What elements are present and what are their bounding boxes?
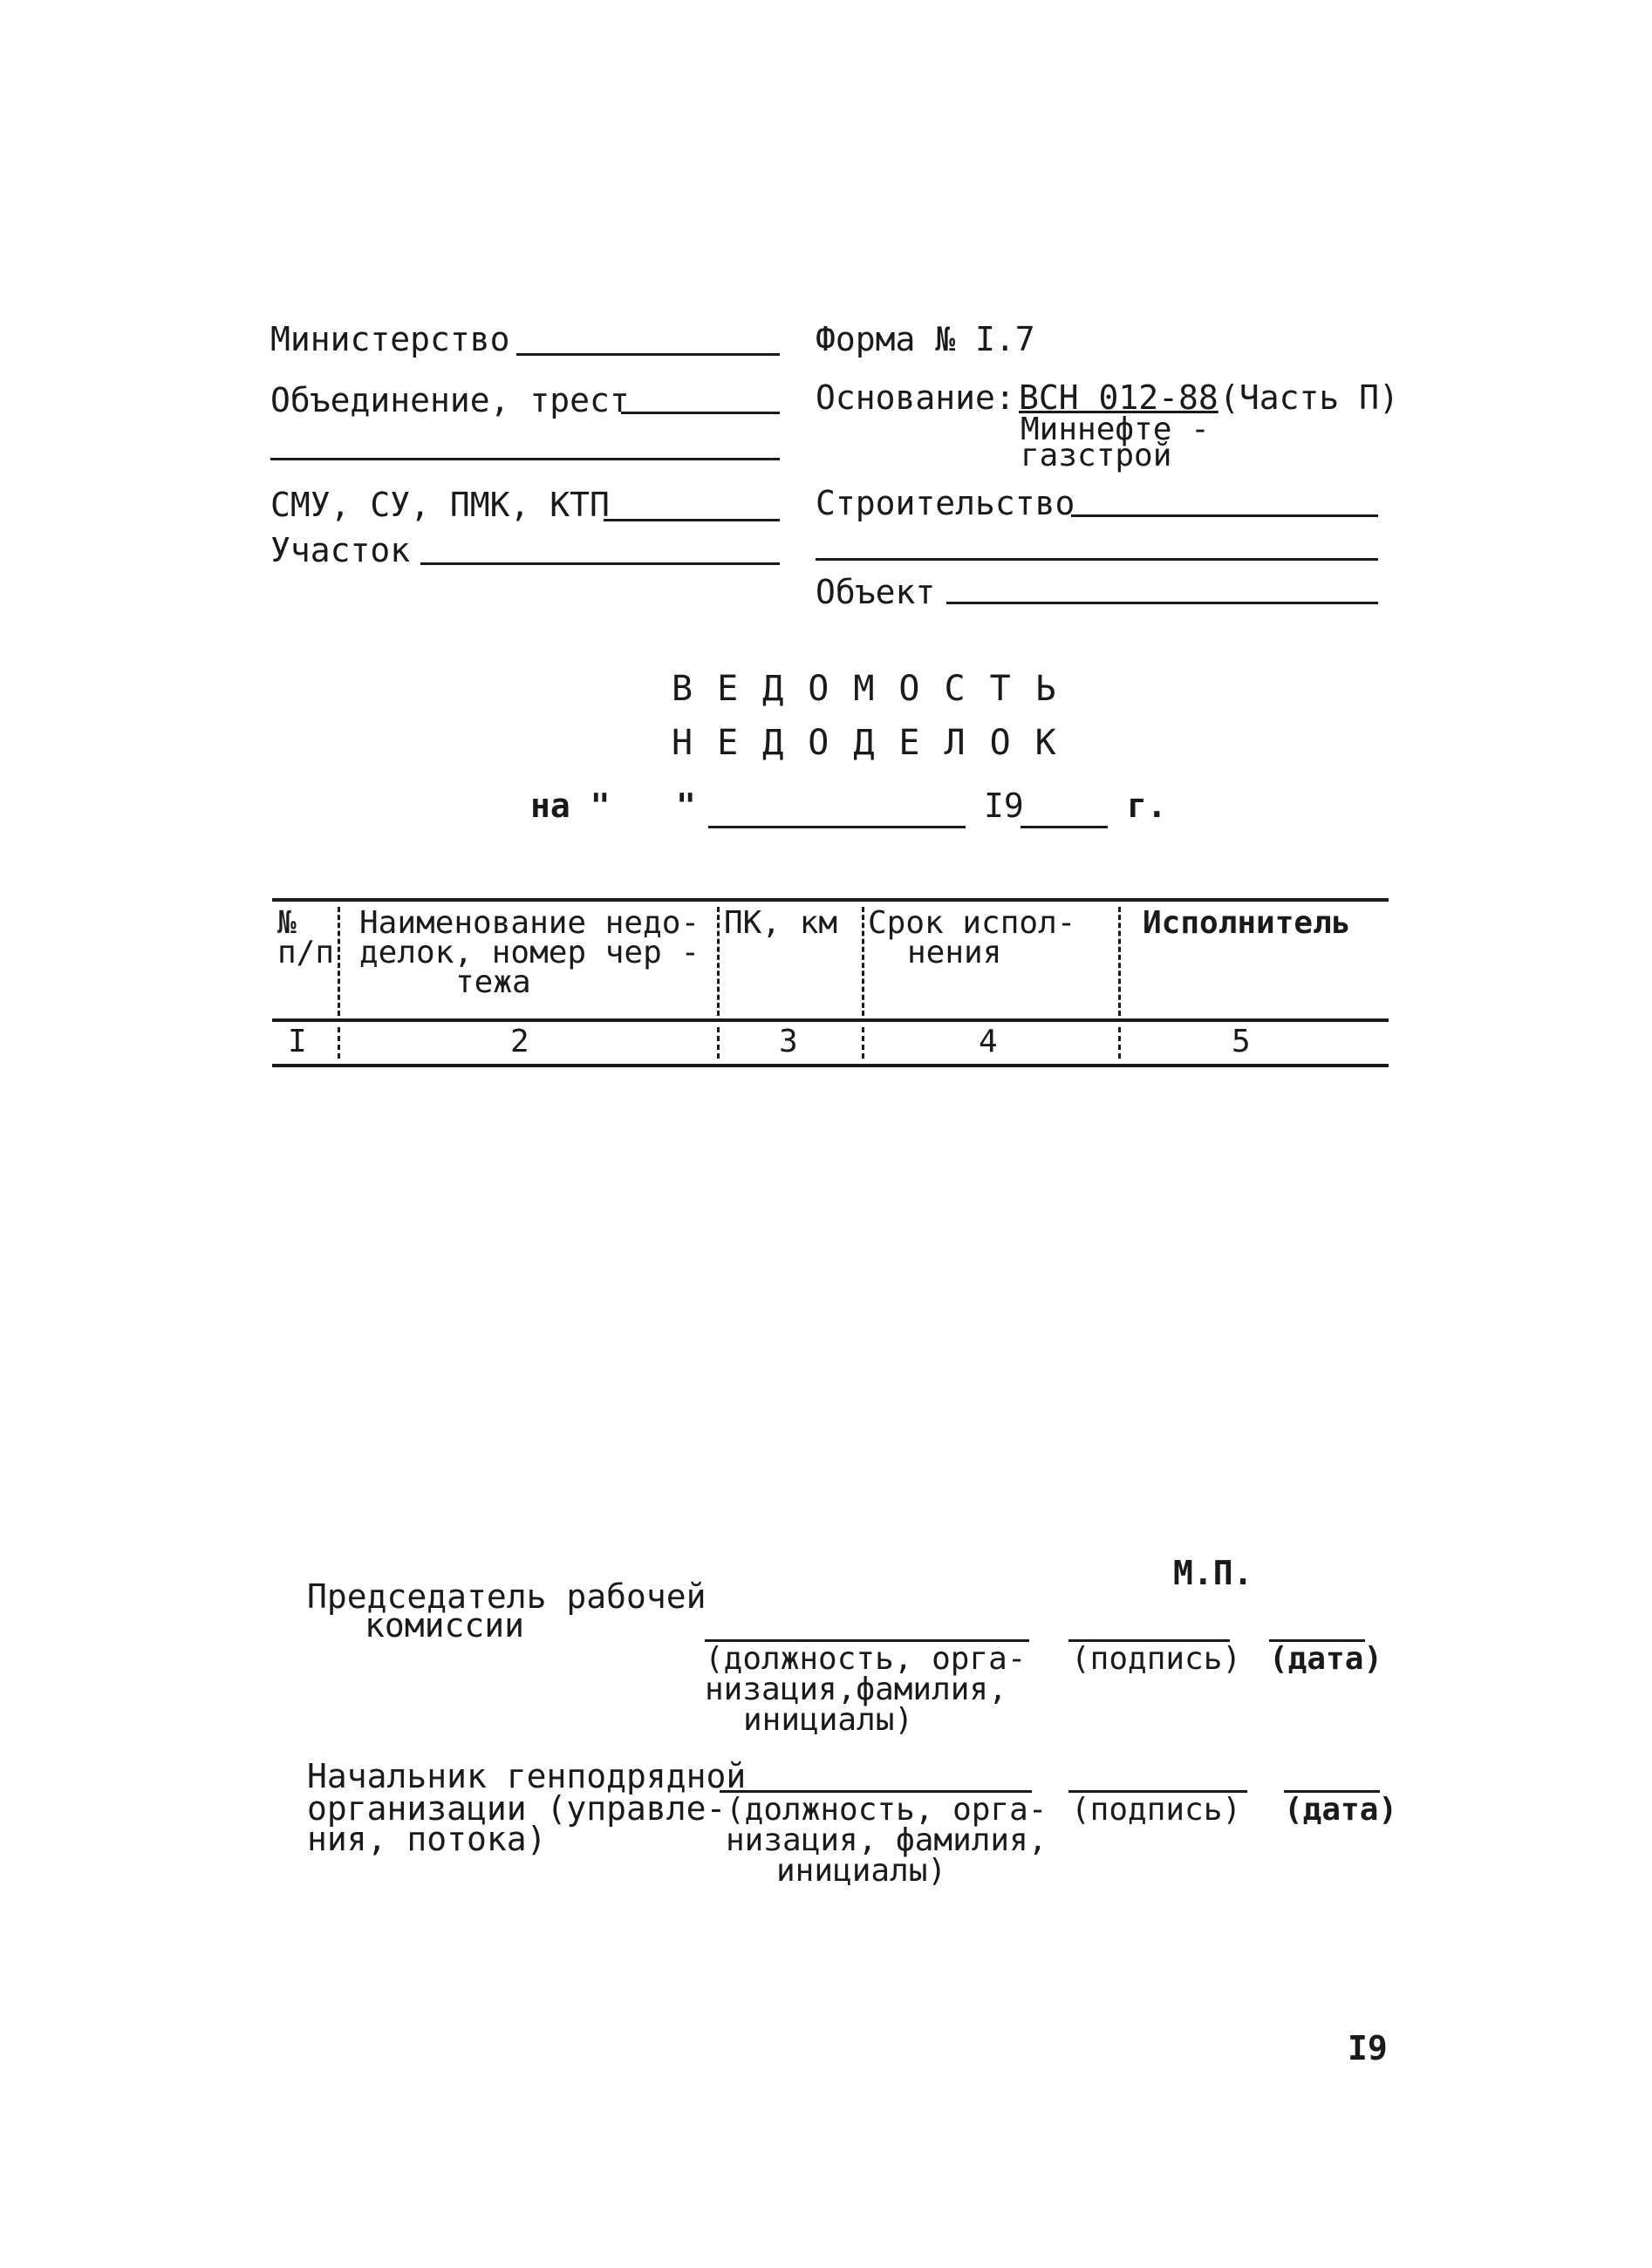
chairman-label-2: комиссии xyxy=(365,1606,525,1645)
ministry-field-line xyxy=(516,353,780,356)
column-separator-2 xyxy=(717,907,720,1016)
header-pk xyxy=(724,905,838,941)
smu-label: СМУ, СУ, ПМК, КТП xyxy=(270,486,610,524)
header-number-line-2: п/п xyxy=(277,935,335,971)
document-title-line-2: НЕДОДЕЛОК xyxy=(672,723,1081,763)
table-header-rule xyxy=(272,1018,1389,1022)
header-item-name-line-2: делок, номер чер - xyxy=(359,935,700,971)
stamp-label: М.П. xyxy=(1173,1554,1253,1592)
basis-label: Основание: xyxy=(816,378,1015,417)
number-separator-3 xyxy=(862,1027,864,1059)
column-number-3: 3 xyxy=(779,1024,798,1059)
chairman-label-1: Председатель рабочей xyxy=(307,1577,707,1616)
contractor-label-3: ния, потока) xyxy=(307,1820,547,1858)
date-quote: " xyxy=(676,787,696,825)
table-top-rule xyxy=(272,898,1389,902)
construction-label: Строительство xyxy=(816,484,1075,522)
number-separator-1 xyxy=(338,1027,340,1059)
header-item-name-line-1: Наименование недо- xyxy=(359,905,700,941)
basis-organization-2: газстрой xyxy=(1021,438,1172,473)
header-number xyxy=(277,905,335,971)
document-title-line-1: ВЕДОМОСТЬ xyxy=(672,669,1081,709)
column-number-1: I xyxy=(288,1024,307,1059)
column-number-4: 4 xyxy=(979,1024,998,1059)
form-number-label: Форма № I.7 xyxy=(816,320,1035,358)
association-field-line xyxy=(621,412,780,414)
column-separator-1 xyxy=(338,907,340,1016)
association-field-line-2 xyxy=(270,458,780,460)
year-field-line xyxy=(1021,826,1108,828)
column-number-2: 2 xyxy=(510,1024,529,1059)
object-field-line xyxy=(946,602,1378,604)
site-label: Участок xyxy=(270,531,411,569)
column-number-5: 5 xyxy=(1232,1024,1251,1059)
association-label: Объединение, трест xyxy=(270,381,630,419)
site-field-line xyxy=(420,562,780,565)
construction-field-line-2 xyxy=(816,558,1378,561)
column-separator-3 xyxy=(862,907,864,1016)
contractor-label-1: Начальник генподрядной xyxy=(307,1757,747,1795)
number-separator-2 xyxy=(717,1027,720,1059)
basis-document: ВСН 012-88 xyxy=(1019,378,1219,417)
column-separator-4 xyxy=(1118,907,1121,1016)
header-executor-line-1: Исполнитель xyxy=(1143,905,1351,941)
chairman-position-caption-2: низация,фамилия, xyxy=(705,1672,1007,1707)
chairman-position-caption-1: (должность, орга- xyxy=(705,1641,1027,1677)
year-prefix: I9 xyxy=(984,787,1024,825)
header-deadline-line-1: Срок испол- xyxy=(868,905,1076,941)
chairman-date-caption: (дата) xyxy=(1269,1641,1383,1677)
basis-organization-1: Миннефте - xyxy=(1021,412,1210,447)
contractor-position-caption-2: низация, фамилия, xyxy=(726,1822,1048,1858)
header-pk-line-1: ПК, км xyxy=(724,905,838,941)
chairman-position-caption-3: инициалы) xyxy=(743,1702,914,1738)
chairman-signature-caption: (подпись) xyxy=(1071,1641,1242,1677)
smu-field-line xyxy=(604,519,780,521)
page-number: I9 xyxy=(1348,2029,1388,2067)
object-label: Объект xyxy=(816,573,936,611)
ministry-label: Министерство xyxy=(270,320,510,358)
basis-part: (Часть П) xyxy=(1219,378,1399,417)
header-item-name-line-3: тежа xyxy=(455,964,531,1000)
header-item-name xyxy=(359,905,700,1000)
table-bottom-rule xyxy=(272,1064,1389,1067)
construction-field-line xyxy=(1071,514,1378,517)
number-separator-4 xyxy=(1118,1027,1121,1059)
contractor-position-caption-1: (должность, орга- xyxy=(726,1792,1048,1828)
header-deadline-line-2: нения xyxy=(907,935,1002,971)
header-executor xyxy=(1143,905,1351,941)
date-prefix: на " xyxy=(530,787,611,825)
header-number-line-1: № xyxy=(277,905,297,941)
year-suffix: г. xyxy=(1127,787,1167,825)
date-month-line xyxy=(708,826,966,828)
contractor-label-2: организации (управле- xyxy=(307,1789,727,1828)
contractor-date-caption: (дата) xyxy=(1284,1792,1398,1828)
contractor-position-caption-3: инициалы) xyxy=(776,1853,947,1889)
header-deadline xyxy=(868,905,1076,971)
contractor-signature-caption: (подпись) xyxy=(1071,1792,1242,1828)
